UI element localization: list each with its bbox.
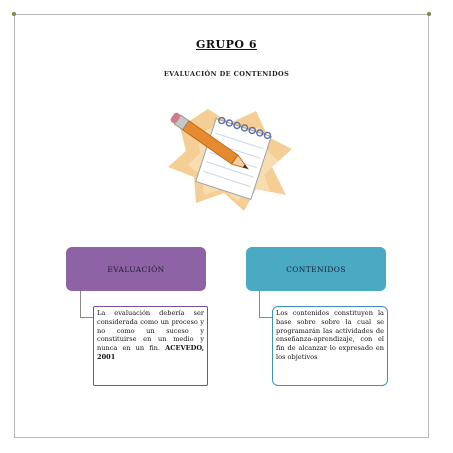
page-subtitle: EVALUACIÓN DE CONTENIDOS	[163, 70, 290, 78]
connector-line	[259, 291, 273, 318]
evaluacion-definition: La evaluación debería ser considerada como un proceso y no como un suceso y constituirse en un medio y nunca en un fin.	[97, 309, 204, 353]
evaluacion-citation: ACEVEDO, 2001	[97, 344, 204, 361]
notepad-pencil-icon	[160, 105, 300, 215]
contenidos-header-box: CONTENIDOS	[246, 247, 386, 291]
corner-mark	[427, 12, 431, 16]
page-title: GRUPO 6	[196, 38, 257, 51]
corner-mark	[12, 12, 16, 16]
evaluacion-header-box: EVALUACIÓN	[66, 247, 206, 291]
contenidos-text-box	[272, 306, 388, 386]
contenidos-definition: Los contenidos constituyen la base sobre sobre la cual se programarán las actividades de enseñanza-aprendizaje, con el fin de alcanzar lo expresado en los objetivos	[276, 309, 384, 361]
evaluacion-text-box	[93, 306, 208, 386]
connector-line	[80, 291, 94, 318]
